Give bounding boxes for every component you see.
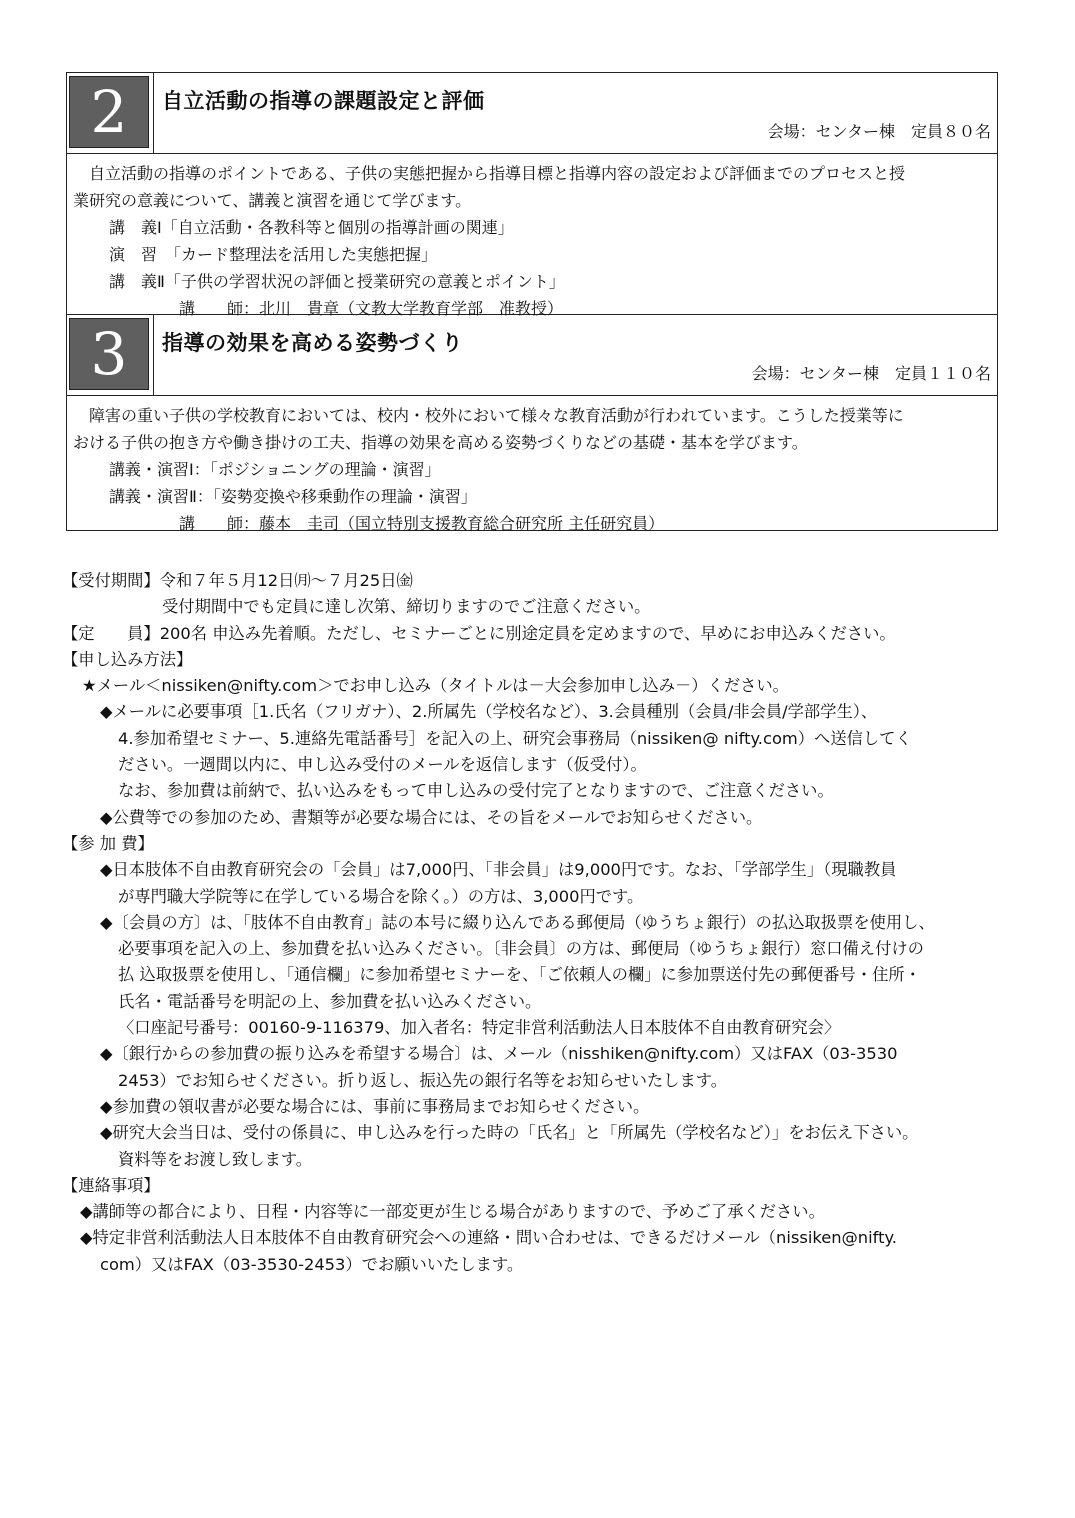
seminar-2-item: 講 義Ⅱ「子供の学習状況の評価と授業研究の意義とポイント」 [109, 272, 565, 291]
fee-account-number: 〈口座記号番号：00160-9-116379、加入者名：特定非営利活動法人日本肢体不自由教育研究会〉 [118, 1018, 841, 1038]
seminar-2-item: 講 義Ⅰ「自立活動・各教科等と個別の指導計画の関連」 [109, 218, 514, 237]
fee-event-day-cont: 資料等をお渡し致します。 [118, 1149, 313, 1169]
seminar-3-desc-line: おける子供の抱き方や働き掛けの工夫、指導の効果を高める姿勢づくりなどの基礎・基本を学びます。 [73, 433, 808, 452]
reception-note: 受付期間中でも定員に達し次第、締切りますのでご注意ください。 [162, 597, 651, 617]
contact-change-note: ◆講師等の都合により、日程・内容等に一部変更が生じる場合がありますので、予めご了承ください。 [80, 1202, 825, 1222]
fee-bank-transfer: ◆〔銀行からの参加費の振り込みを希望する場合〕は、メール（nisshiken@nifty.com）又はFAX（03-3530 [100, 1044, 898, 1064]
seminar-3-item: 講義・演習Ⅱ：「姿勢変換や移乗動作の理論・演習」 [109, 487, 477, 506]
fee-amounts: ◆日本肢体不自由教育研究会の「会員」は7,000円、「非会員」は9,000円です。なお、「学部学生」（現職教員 [100, 860, 897, 880]
seminar-3-header [67, 315, 997, 396]
seminar-3-number-cell [67, 315, 154, 395]
seminar-3-number: 3 [70, 319, 148, 389]
apply-required-items-cont: ださい。一週間以内に、申し込み受付のメールを返信します（仮受付）。 [118, 755, 647, 775]
seminar-2-desc-line: 自立活動の指導のポイントである、子供の実態把握から指導目標と指導内容の設定および評価までのプロセスと授 [89, 164, 906, 183]
seminar-2-lecturer: 講 師：北川 貴章（文教大学教育学部 准教授） [179, 299, 564, 318]
seminar-2-box [66, 72, 998, 318]
seminar-3-lecturer: 講 師：藤本 圭司（国立特別支援教育総合研究所 主任研究員） [179, 514, 665, 533]
apply-prepay-note: なお、参加費は前納で、払い込みをもって申し込みの受付完了となりますので、ご注意ください。 [118, 781, 834, 801]
fee-bank-transfer-cont: 2453）でお知らせください。折り返し、振込先の銀行名等をお知らせいたします。 [118, 1070, 728, 1090]
apply-public-funds: ◆公費等での参加のため、書類等が必要な場合には、その旨をメールでお知らせください。 [100, 807, 763, 827]
fee-member-payment: ◆〔会員の方〕は、「肢体不自由教育」誌の本号に綴り込んである郵便局（ゆうちょ銀行）の払込取扱票を使用し、 [100, 912, 935, 932]
reception-period: 【受付期間】令和７年５月12日㈪～７月25日㈮ [62, 571, 413, 590]
seminar-3-title: 指導の効果を高める姿勢づくり [162, 331, 463, 355]
seminar-2-item: 演 習 「カード整理法を活用した実態把握」 [109, 245, 438, 264]
fee-member-payment-cont: 払 込取扱票を使用し、「通信欄」に参加希望セミナーを、「ご依頼人の欄」に参加票送付先の郵便番号・住所・ [118, 965, 921, 985]
capacity: 【定 員】200名 申込み先着順。ただし、セミナーごとに別途定員を定めますので、早めにお申込みください。 [62, 623, 896, 643]
apply-email: ★メール＜nissiken@nifty.com＞でお申し込み（タイトルは－大会参加申し込み－）ください。 [82, 676, 789, 696]
apply-required-items: ◆メールに必要事項［1.氏名（フリガナ）、2.所属先（学校名など）、3.会員種別（会員/非会員/学部学生）、 [100, 702, 878, 722]
fee-heading: 【参 加 費】 [62, 833, 154, 853]
seminar-2-desc-line: 業研究の意義について、講義と演習を通じて学びます。 [73, 191, 472, 210]
seminar-3-body [67, 396, 997, 537]
apply-heading: 【申し込み方法】 [62, 649, 193, 669]
seminar-2-number: 2 [70, 77, 148, 147]
seminar-3-venue: 会場：センター棟 定員１１０名 [751, 364, 991, 383]
fee-member-payment-cont: 氏名・電話番号を明記の上、参加費を払い込みください。 [118, 991, 542, 1011]
seminar-2-title: 自立活動の指導の課題設定と評価 [162, 89, 485, 113]
seminar-2-header [67, 73, 997, 154]
contact-heading: 【連絡事項】 [62, 1175, 160, 1195]
contact-inquiry: ◆特定非営利活動法人日本肢体不自由教育研究会への連絡・問い合わせは、できるだけメール（nissiken@nifty. [80, 1228, 897, 1248]
seminar-2-venue: 会場：センター棟 定員８０名 [767, 122, 991, 141]
fee-amounts-cont: が専門職大学院等に在学している場合を除く。）の方は、3,000円です。 [118, 886, 644, 906]
seminar-2-number-cell [67, 73, 154, 153]
contact-inquiry-cont: com）又はFAX（03-3530-2453）でお願いいたします。 [100, 1254, 524, 1274]
registration-info [62, 568, 1002, 1278]
seminar-3-desc-line: 障害の重い子供の学校教育においては、校内・校外において様々な教育活動が行われています。こうした授業等に [89, 406, 904, 425]
apply-required-items-cont: 4.参加希望セミナー、5.連絡先電話番号］を記入の上、研究会事務局（nissiken@ nifty.com）へ送信してく [118, 728, 912, 748]
seminar-2-body [67, 154, 997, 322]
fee-member-payment-cont: 必要事項を記入の上、参加費を払い込みください。〔非会員〕の方は、郵便局（ゆうちょ銀行）窓口備え付けの [118, 939, 924, 959]
seminar-3-item: 講義・演習Ⅰ：「ポジショニングの理論・演習」 [109, 460, 441, 479]
fee-receipt: ◆参加費の領収書が必要な場合には、事前に事務局までお知らせください。 [100, 1096, 650, 1116]
seminar-3-box [66, 315, 998, 531]
fee-event-day: ◆研究大会当日は、受付の係員に、申し込みを行った時の「氏名」と「所属先（学校名など）」をお伝え下さい。 [100, 1123, 919, 1143]
